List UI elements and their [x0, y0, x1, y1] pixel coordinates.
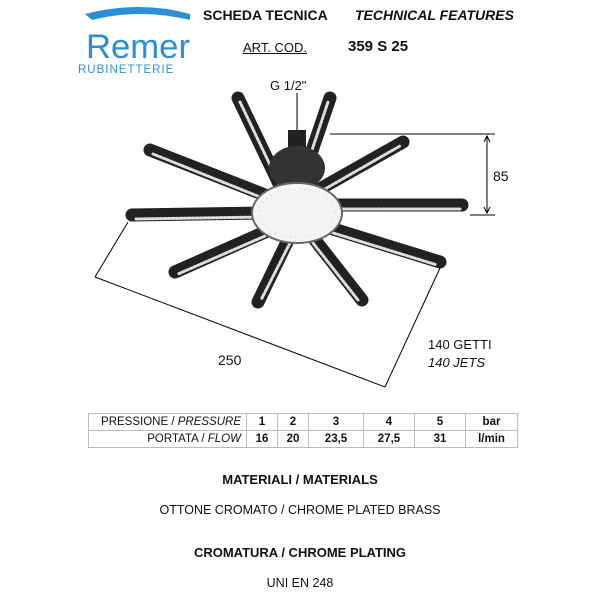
jets-it: 140 GETTI [428, 337, 492, 352]
pressure-flow-table [88, 413, 518, 448]
nozzle-disc [252, 183, 342, 243]
connection-label: G 1/2" [270, 78, 307, 93]
title-en: TECHNICAL FEATURES [355, 7, 514, 23]
art-label: ART. COD. [243, 40, 308, 55]
table-row: PORTATA / FLOW 16 20 23,5 27,5 31 l/min [89, 431, 518, 448]
materials-value: OTTONE CROMATO / CHROME PLATED BRASS [159, 503, 441, 517]
materials-title: MATERIALI / MATERIALS [222, 472, 378, 487]
art-code: 359 S 25 [348, 38, 409, 55]
title-it: SCHEDA TECNICA [203, 7, 328, 23]
jets-en: 140 JETS [428, 355, 486, 370]
table-row: PRESSIONE / PRESSURE 1 2 3 4 5 bar [89, 414, 518, 431]
height-label: 85 [493, 168, 509, 184]
plating-value: UNI EN 248 [266, 576, 334, 590]
brand-subtitle: RUBINETTERIE [78, 64, 175, 76]
width-label: 250 [218, 352, 242, 368]
brand-name: Remer [86, 28, 190, 66]
plating-title: CROMATURA / CHROME PLATING [193, 545, 407, 560]
